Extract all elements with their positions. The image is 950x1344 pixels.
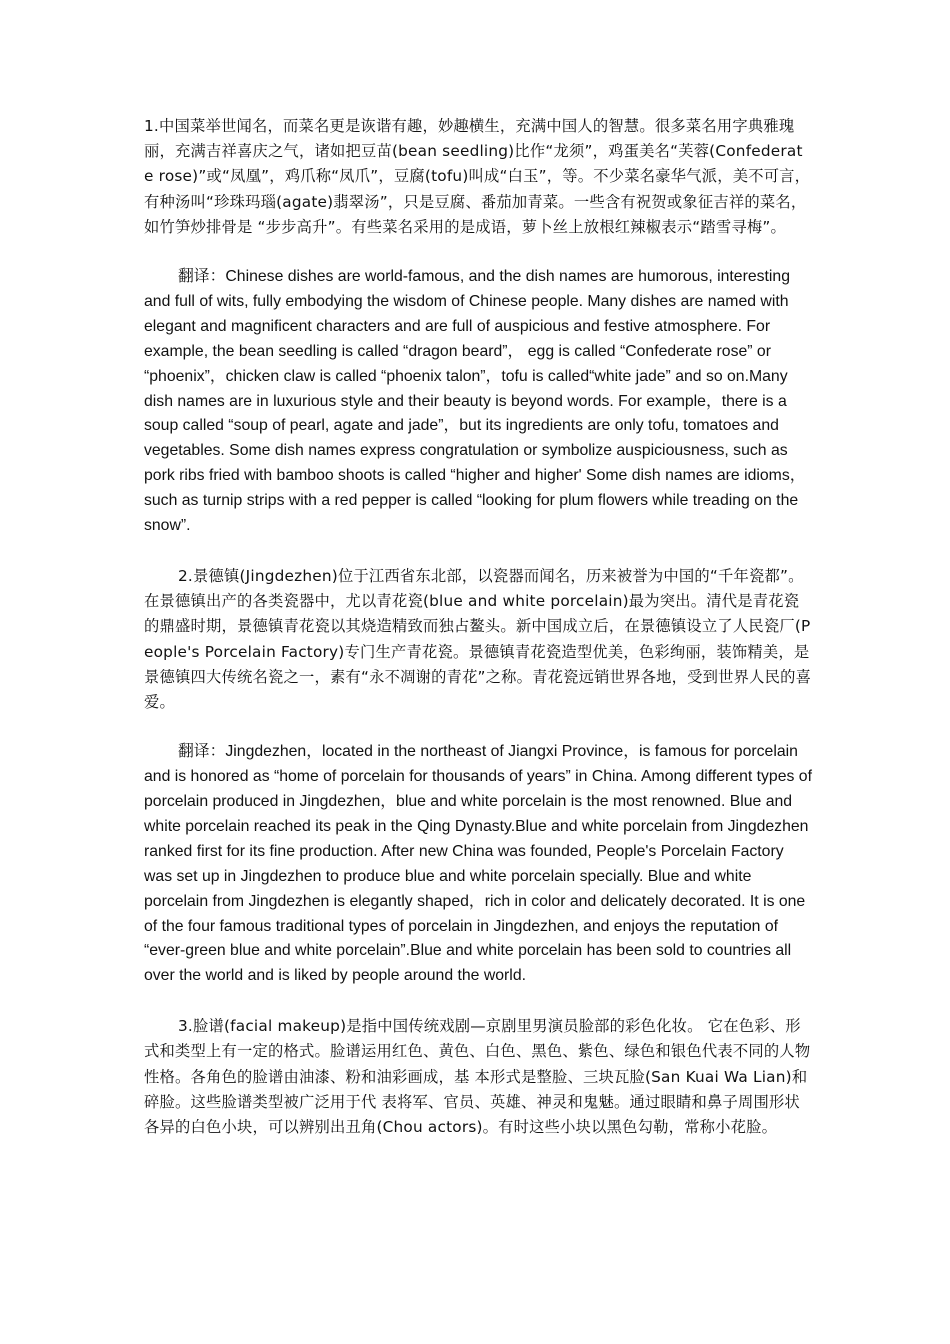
document-body <box>144 114 812 1140</box>
paragraph-gap <box>144 715 812 740</box>
paragraph-2-chinese: 2.景德镇(Jingdezhen)位于江西省东北部，以瓷器而闻名，历来被誉为中国的“千年瓷都”。在景德镇出产的各类瓷器中，尤以青花瓷(blue and white porcelain)最为突出。清代是青花瓷的鼎盛时期，景德镇青花瓷以其烧造精致而独占鳌头。新中国成立后，在景德镇设立了人民瓷厂(People's Porcelain Factory)专门生产青花瓷。景德镇青花瓷造型优美，色彩绚丽，装饰精美，是景德镇四大传统名瓷之一，素有“永不凋谢的青花”之称。青花瓷远销世界各地，受到世界人民的喜爱。 <box>144 566 812 711</box>
paragraph-gap <box>144 989 812 1014</box>
paragraph-3-chinese: 3.脸谱(facial makeup)是指中国传统戏剧—京剧里男演员脸部的彩色化妆。 它在色彩、形式和类型上有一定的格式。脸谱运用红色、黄色、白色、黑色、紫色、绿色和银色代表不同的人物性格。各角色的脸谱由油漆、粉和油彩画成，基 本形式是整脸、三块瓦脸(San Kuai Wa Lian)和碎脸。这些脸谱类型被广泛用于代 表将军、官员、英雄、神灵和鬼魅。通过眼睛和鼻子周围形状各异的白色小块，可以辨别出丑角(Chou actors)。有时这些小块以黑色勾勒，常称小花脸。 <box>144 1017 811 1137</box>
paragraph-gap <box>144 240 812 265</box>
paragraph-1-chinese: 1.中国菜举世闻名，而菜名更是诙谐有趣，妙趣横生，充满中国人的智慧。很多菜名用字典雅瑰丽，充满吉祥喜庆之气，诸如把豆苗(bean seedling)比作“龙须”，鸡蛋美名“芙蓉(Confederate rose)”或“凤凰”，鸡爪称“凤爪”，豆腐(tofu)叫成“白玉”，等。不少菜名豪华气派，美不可言，有种汤叫“珍珠玛瑙(agate)翡翠汤”，只是豆腐、番茄加青菜。一些含有祝贺或象征吉祥的菜名，如竹笋炒排骨是 “步步高升”。有些菜名采用的是成语，萝卜丝上放根红辣椒表示“踏雪寻梅”。 <box>144 117 811 236</box>
paragraph-2-translation: 翻译：Jingdezhen，located in the northeast of Jiangxi Province，is famous for porcelain and is honored as “home of porcelain for thousands of years” in China. Among different types of porcelain produced in Jingdezhen，blue and white porcelain is the most renowned. Blue and white porcelain reached its peak in the Qing Dynasty.Blue and white porcelain from Jingdezhen ranked first for its fine production. After new China was founded, People's Porcelain Factory was set up in Jingdezhen to produce blue and white porcelain specially. Blue and white porcelain from Jingdezhen is elegantly shaped，rich in color and delicately decorated. It is one of the four famous traditional types of porcelain in Jingdezhen, and enjoys the reputation of “ever-green blue and white porcelain”.Blue and white porcelain has been sold to countries all over the world and is liked by people around the world. <box>144 743 812 985</box>
paragraph-gap <box>144 539 812 564</box>
paragraph-1-translation: 翻译：Chinese dishes are world-famous, and the dish names are humorous, interesting and full of wits, fully embodying the wisdom of Chinese people. Many dishes are named with elegant and magnificent characters and are full of auspicious and festive atmosphere. For example, the bean seedling is called “dragon beard”， egg is called “Confederate rose” or “phoenix”，chicken claw is called “phoenix talon”，tofu is called“white jade” and so on.Many dish names are in luxurious style and their beauty is beyond words. For example，there is a soup called “soup of pearl, agate and jade”，but its ingredients are only tofu, tomatoes and vegetables. Some dish names express congratulation or symbolize auspiciousness, such as pork ribs fried with bamboo shoots is called “higher and higher' Some dish names are idioms，such as turnip strips with a red pepper is called “looking for plum flowers while treading on the snow”. <box>144 268 806 535</box>
